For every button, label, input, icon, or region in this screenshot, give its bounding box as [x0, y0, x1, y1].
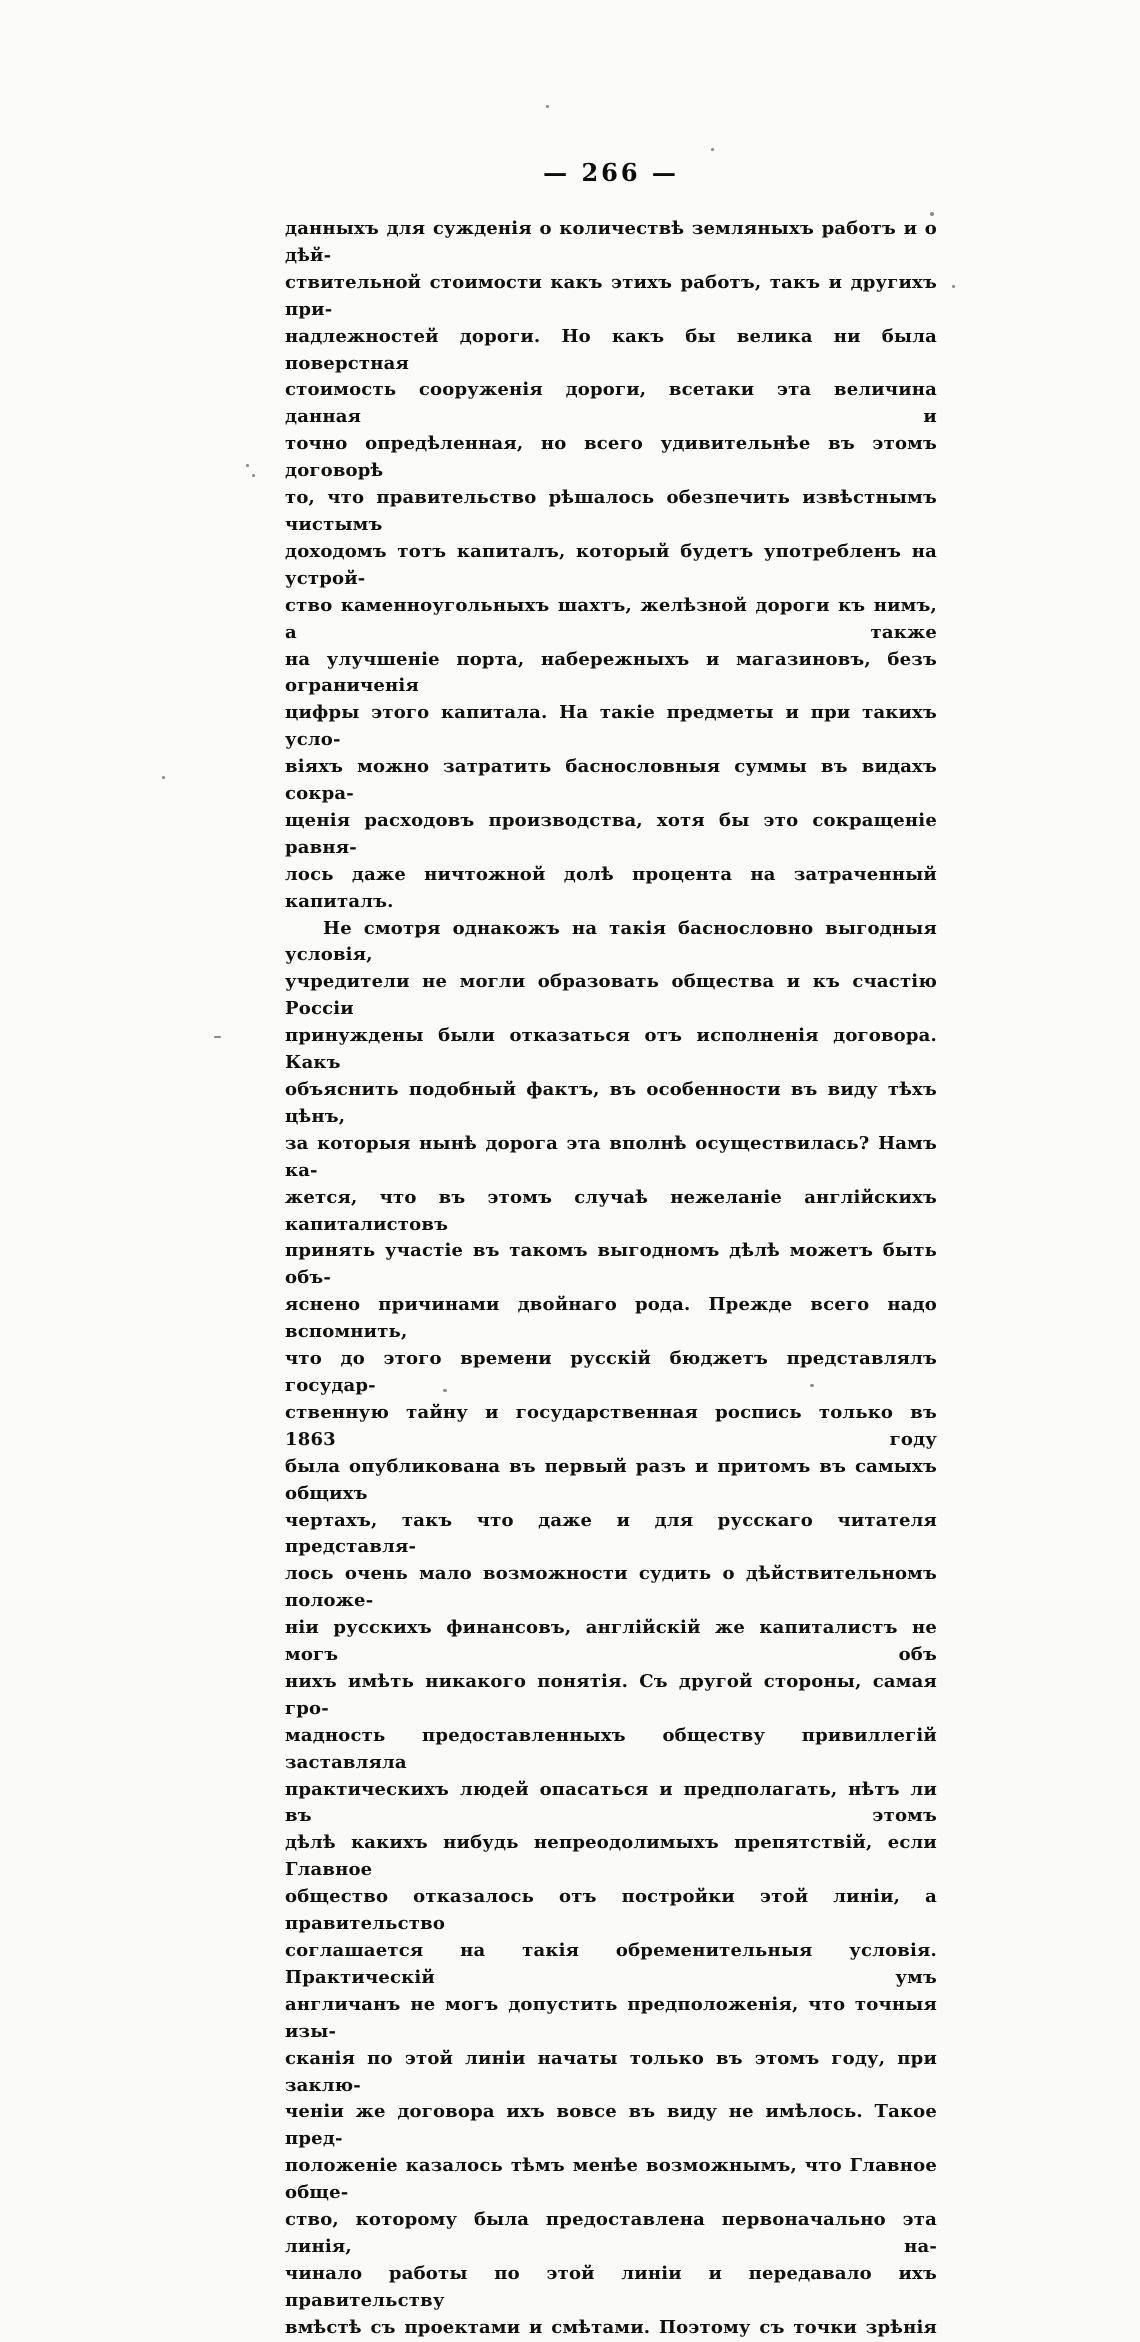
- text-line: что до этого времени русскій бюджетъ представлялъ государ-: [285, 1348, 937, 1396]
- text-line: щенія расходовъ производства, хотя бы это сокращеніе равня-: [285, 809, 937, 858]
- paragraph-new: [285, 916, 937, 2342]
- text-line: чертахъ, такъ что даже и для русскаго читателя представля-: [285, 1509, 937, 1558]
- text-line: мадность предоставленныхъ обществу привиллегій заставляла: [285, 1724, 937, 1773]
- text-line: точно опредѣленная, но всего удивительнѣе въ этомъ договорѣ: [285, 433, 937, 482]
- text-line: надлежностей дороги. Но какъ бы велика ни была поверстная: [285, 325, 937, 374]
- page-number: — 266 —: [543, 158, 679, 187]
- text-line: чинало работы по этой линіи и передавало ихъ правительству: [285, 2262, 937, 2311]
- scan-speck: [246, 464, 249, 467]
- text-line: англичанъ не могъ допустить предположенія, что точныя изы-: [285, 1993, 937, 2042]
- text-line: данныхъ для сужденія о количествѣ земляныхъ работъ и о дѣй-: [285, 218, 937, 266]
- text-line: объяснить подобный фактъ, въ особенности въ виду тѣхъ цѣнъ,: [285, 1079, 937, 1127]
- scan-speck: [546, 105, 549, 108]
- text-line: была опубликована въ первый разъ и притомъ въ самыхъ общихъ: [285, 1455, 937, 1504]
- paragraph-continuation: [285, 216, 937, 916]
- text-line: вмѣстѣ съ проектами и смѣтами. Поэтому съ точки зрѣнія: [285, 2316, 937, 2338]
- scan-speck: [711, 148, 714, 151]
- text-line: дѣлѣ какихъ нибудь непреодолимыхъ препятствій, если Главное: [285, 1832, 937, 1881]
- scan-speck: [952, 285, 955, 288]
- text-line: ство, которому была предоставлена первоначально эта линія, на-: [285, 2209, 937, 2257]
- text-line: яснено причинами двойнаго рода. Прежде всего надо вспомнить,: [285, 1294, 937, 1343]
- text-line: сканія по этой линіи начаты только въ этомъ году, при заклю-: [285, 2047, 937, 2096]
- text-line: віяхъ можно затратить баснословныя суммы въ видахъ сокра-: [285, 756, 937, 805]
- text-line: лось очень мало возможности судить о дѣйствительномъ положе-: [285, 1563, 937, 1612]
- text-line: общество отказалось отъ постройки этой линіи, а правительство: [285, 1886, 937, 1935]
- scan-speck: [214, 1036, 221, 1038]
- scan-speck: [162, 776, 165, 779]
- text-line: принуждены были отказаться отъ исполненія договора. Какъ: [285, 1025, 937, 1074]
- text-line: жется, что въ этомъ случаѣ нежеланіе англійскихъ капиталистовъ: [285, 1186, 937, 1235]
- text-block: [285, 216, 937, 2342]
- text-line: практическихъ людей опасаться и предполагать, нѣтъ ли въ этомъ: [285, 1778, 937, 1827]
- text-line: доходомъ тотъ капиталъ, который будетъ употребленъ на устрой-: [285, 540, 937, 589]
- text-line: за которыя нынѣ дорога эта вполнѣ осуществилась? Намъ ка-: [285, 1132, 937, 1181]
- text-line: ніи русскихъ финансовъ, англійскій же капиталистъ не могъ объ: [285, 1617, 937, 1666]
- scan-speck: [252, 474, 255, 477]
- text-line: соглашается на такія обременительныя условія. Практическій умъ: [285, 1940, 937, 1988]
- text-line: на улучшеніе порта, набережныхъ и магазиновъ, безъ ограниченія: [285, 648, 937, 697]
- text-line: принять участіе въ такомъ выгодномъ дѣлѣ можетъ быть объ-: [285, 1240, 937, 1289]
- text-line: ственную тайну и государственная роспись только въ 1863 году: [285, 1401, 937, 1450]
- text-line: лось даже ничтожной долѣ процента на затраченный капиталъ.: [285, 863, 937, 912]
- text-line: положеніе казалось тѣмъ менѣе возможнымъ, что Главное обще-: [285, 2155, 937, 2204]
- text-line: то, что правительство рѣшалось обезпечить извѣстнымъ чистымъ: [285, 487, 937, 535]
- text-line: нихъ имѣть никакого понятія. Съ другой стороны, самая гро-: [285, 1670, 937, 1719]
- text-line: учредители не могли образовать общества и къ счастію Россіи: [285, 971, 937, 1020]
- text-line: ствительной стоимости какъ этихъ работъ, такъ и другихъ при-: [285, 271, 937, 320]
- text-line: ченіи же договора ихъ вовсе въ виду не имѣлось. Такое пред-: [285, 2101, 937, 2150]
- text-line: ство каменноугольныхъ шахтъ, желѣзной дороги къ нимъ, а также: [285, 594, 937, 643]
- text-line: стоимость сооруженія дороги, всетаки эта величина данная и: [285, 379, 937, 428]
- text-line: Не смотря однакожъ на такія баснословно выгодныя условія,: [285, 917, 937, 966]
- text-line: цифры этого капитала. На такіе предметы и при такихъ усло-: [285, 702, 937, 751]
